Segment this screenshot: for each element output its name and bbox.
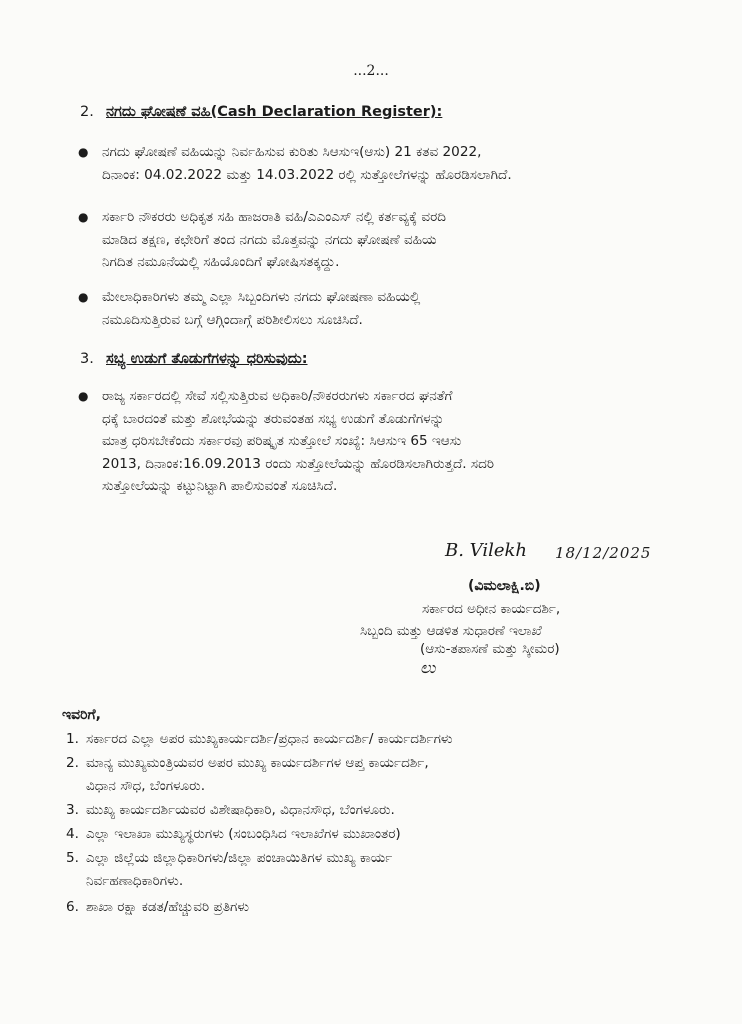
recipient-item	[66, 752, 686, 797]
text-line: ಮಾಡಿದ ತಕ್ಷಣ, ಕಛೇರಿಗೆ ತಂದ ನಗದು ಮೊತ್ತವನ್ನು ನಗದು ಘೋಷಣೆ ವಹಿಯ	[102, 231, 437, 248]
text-line: ದಿನಾಂಕ: 04.02.2022 ಮತ್ತು 14.03.2022 ರಲ್ಲಿ ಸುತ್ತೋಲೆಗಳನ್ನು ಹೊರಡಿಸಲಾಗಿದೆ.	[102, 166, 512, 183]
text-line: ನಮೂದಿಸುತ್ತಿರುವ ಬಗ್ಗೆ ಆಗ್ಗಿಂದಾಗ್ಗೆ ಪರಿಶೀಲಿಸಲು ಸೂಚಿಸಿದೆ.	[102, 311, 363, 328]
recipient-text: ಸರ್ಕಾರದ ಎಲ್ಲಾ ಅಪರ ಮುಖ್ಯಕಾರ್ಯದರ್ಶಿ/ಪ್ರಧಾನ ಕಾರ್ಯದರ್ಶಿ/ ಕಾರ್ಯದರ್ಶಿಗಳು	[86, 731, 453, 747]
section-3-heading	[80, 351, 308, 367]
handwritten-initial: ಲು	[420, 658, 436, 677]
section-2-bullet-3	[78, 286, 678, 331]
recipient-item	[66, 728, 686, 751]
section-3-title: ಸಭ್ಯ ಉಡುಗೆ ತೊಡುಗೆಗಳನ್ನು ಧರಿಸುವುದು:	[106, 351, 308, 367]
signature-date: 18/12/2025	[555, 544, 652, 562]
text-line: ನಿಗದಿತ ನಮೂನೆಯಲ್ಲಿ ಸಹಿಯೊಂದಿಗೆ ಘೋಷಿಸತಕ್ಕದ್ದು.	[102, 254, 340, 270]
recipient-text: ಎಲ್ಲಾ ಜಿಲ್ಲೆಯ ಜಿಲ್ಲಾಧಿಕಾರಿಗಳು/ಜಿಲ್ಲಾ ಪಂಚಾಯಿತಿಗಳ ಮುಖ್ಯ ಕಾರ್ಯ	[86, 850, 393, 866]
recipient-number: 3.	[66, 802, 79, 818]
bullet-dot-icon: ●	[78, 290, 89, 304]
recipients-label: ಇವರಿಗೆ,	[62, 707, 101, 723]
text-line: ಮೇಲಾಧಿಕಾರಿಗಳು ತಮ್ಮ ಎಲ್ಲಾ ಸಿಬ್ಬಂದಿಗಳು ನಗದು ಘೋಷಣಾ ವಹಿಯಲ್ಲಿ	[102, 289, 421, 305]
text-line: 2013, ದಿನಾಂಕ:16.09.2013 ರಂದು ಸುತ್ತೋಲೆಯನ್ನು ಹೊರಡಿಸಲಾಗಿರುತ್ತದೆ. ಸದರಿ	[102, 455, 495, 472]
recipient-item	[66, 847, 686, 892]
signatory-name: (ವಿಮಲಾಕ್ಷಿ.ಬಿ)	[468, 578, 541, 594]
text-line: ನಗದು ಘೋಷಣೆ ವಹಿಯನ್ನು ನಿರ್ವಹಿಸುವ ಕುರಿತು ಸಿಆಸುಇ(ಆಸು) 21 ಕತವ 2022,	[102, 144, 482, 160]
handwritten-signature: B. Vilekh	[445, 540, 528, 561]
recipient-text: ನಿರ್ವಹಣಾಧಿಕಾರಿಗಳು.	[86, 872, 184, 889]
section-2-bullet-2	[78, 206, 678, 274]
recipient-number: 6.	[66, 899, 79, 915]
recipient-text: ಮಾನ್ಯ ಮುಖ್ಯಮಂತ್ರಿಯವರ ಅಪರ ಮುಖ್ಯ ಕಾರ್ಯದರ್ಶಿಗಳ ಆಪ್ತ ಕಾರ್ಯದರ್ಶಿ,	[86, 755, 429, 771]
recipient-item	[66, 896, 686, 919]
recipient-number: 4.	[66, 826, 79, 842]
section-2-number: 2.	[80, 104, 94, 120]
section-2-title: ನಗದು ಘೋಷಣೆ ವಹಿ(Cash Declaration Register):	[106, 104, 443, 120]
bullet-dot-icon: ●	[78, 389, 89, 403]
signatory-designation: ಸರ್ಕಾರದ ಅಧೀನ ಕಾರ್ಯದರ್ಶಿ,	[422, 601, 561, 617]
text-line: ಸುತ್ತೋಲೆಯನ್ನು ಕಟ್ಟುನಿಟ್ಟಾಗಿ ಪಾಲಿಸುವಂತೆ ಸೂಚಿಸಿದೆ.	[102, 478, 338, 494]
section-2-heading	[80, 104, 442, 120]
bullet-dot-icon: ●	[78, 210, 89, 224]
signatory-wing: (ಆಸು-ತಪಾಸಣೆ ಮತ್ತು ಸ್ಕೀಮರ)	[420, 641, 560, 657]
text-line: ಸರ್ಕಾರಿ ನೌಕರರು ಅಧಿಕೃತ ಸಹಿ ಹಾಜರಾತಿ ವಹಿ/ಎಎಂಎಸ್ ನಲ್ಲಿ ಕರ್ತವ್ಯಕ್ಕೆ ವರದಿ	[102, 209, 447, 225]
signatory-department: ಸಿಬ್ಬಂದಿ ಮತ್ತು ಆಡಳಿತ ಸುಧಾರಣೆ ಇಲಾಖೆ	[360, 623, 542, 639]
recipient-text: ವಿಧಾನ ಸೌಧ, ಬೆಂಗಳೂರು.	[86, 777, 206, 794]
recipient-item	[66, 799, 686, 822]
recipient-item	[66, 823, 686, 846]
recipient-number: 1.	[66, 731, 79, 747]
recipient-text: ಮುಖ್ಯ ಕಾರ್ಯದರ್ಶಿಯವರ ವಿಶೇಷಾಧಿಕಾರಿ, ವಿಧಾನಸೌಧ, ಬೆಂಗಳೂರು.	[86, 802, 395, 818]
text-line: ಮಾತ್ರ ಧರಿಸಬೇಕೆಂದು ಸರ್ಕಾರವು ಪರಿಷ್ಕೃತ ಸುತ್ತೋಲೆ ಸಂಖ್ಯೆ: ಸಿಆಸುಇ 65 ಇಆಸು	[102, 433, 462, 449]
section-3-bullet-1	[78, 385, 678, 498]
recipient-text: ಶಾಖಾ ರಕ್ಷಾ ಕಡತ/ಹೆಚ್ಚುವರಿ ಪ್ರತಿಗಳು	[86, 899, 250, 915]
text-line: ರಾಜ್ಯ ಸರ್ಕಾರದಲ್ಲಿ ಸೇವೆ ಸಲ್ಲಿಸುತ್ತಿರುವ ಅಧಿಕಾರಿ/ನೌಕರರುಗಳು ಸರ್ಕಾರದ ಘನತೆಗೆ	[102, 388, 453, 404]
recipient-number: 5.	[66, 850, 79, 866]
section-2-bullet-1	[78, 141, 678, 186]
section-3-number: 3.	[80, 351, 94, 367]
text-line: ಧಕ್ಕೆ ಬಾರದಂತೆ ಮತ್ತು ಶೋಭೆಯನ್ನು ತರುವಂತಹ ಸಭ್ಯ ಉಡುಗೆ ತೊಡುಗೆಗಳನ್ನು	[102, 410, 445, 427]
recipient-number: 2.	[66, 755, 79, 771]
page-number: ...2...	[353, 63, 389, 79]
bullet-dot-icon: ●	[78, 145, 89, 159]
recipient-text: ಎಲ್ಲಾ ಇಲಾಖಾ ಮುಖ್ಯಸ್ಥರುಗಳು (ಸಂಬಂಧಿಸಿದ ಇಲಾಖೆಗಳ ಮುಖಾಂತರ)	[86, 826, 401, 842]
